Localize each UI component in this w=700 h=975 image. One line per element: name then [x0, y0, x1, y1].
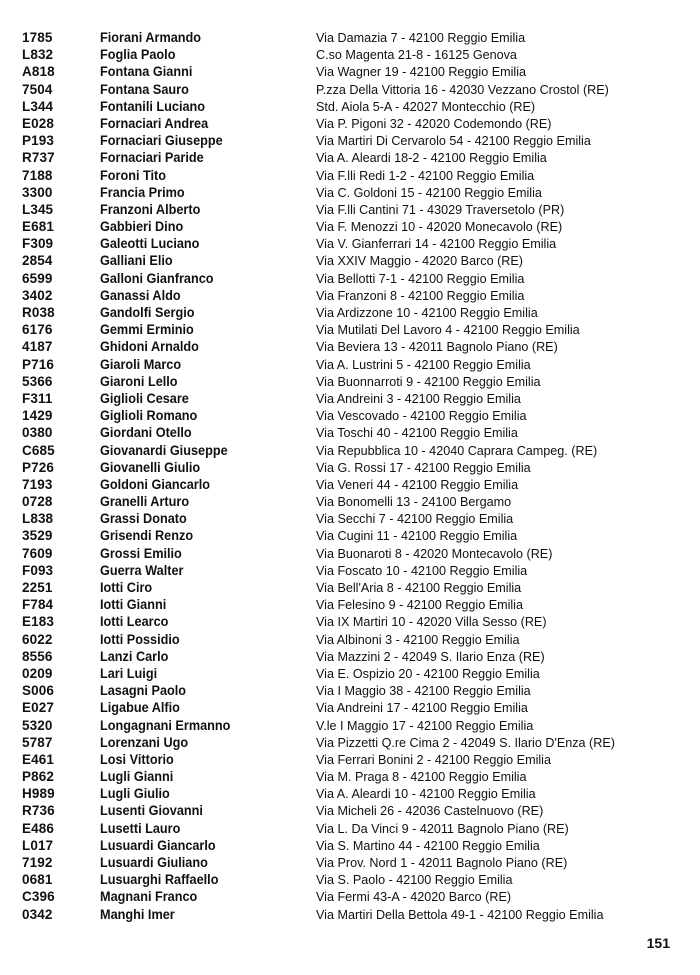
member-name: Gemmi Erminio — [100, 322, 194, 338]
member-code: 0380 — [22, 425, 53, 441]
member-code: R038 — [22, 305, 55, 320]
member-address: Via Vescovado - 42100 Reggio Emilia — [316, 409, 527, 424]
member-name: Lusuardi Giancarlo — [100, 837, 216, 853]
member-directory — [22, 29, 682, 923]
directory-row — [22, 510, 682, 527]
member-code: 3300 — [22, 184, 53, 200]
member-address: Via Ardizzone 10 - 42100 Reggio Emilia — [316, 306, 538, 320]
member-code: P193 — [22, 133, 54, 149]
member-name: Fornaciari Andrea — [100, 115, 209, 131]
directory-row — [22, 167, 682, 184]
directory-row — [22, 665, 682, 682]
member-address: Via Micheli 26 - 42036 Castelnuovo (RE) — [316, 804, 544, 819]
member-code: 7188 — [22, 167, 53, 183]
member-address: Via A. Aleardi 18-2 - 42100 Reggio Emilia — [316, 151, 547, 166]
member-address: Via F. Menozzi 10 - 42020 Monecavolo (RE) — [316, 220, 563, 235]
member-address: Via S. Martino 44 - 42100 Reggio Emilia — [316, 838, 540, 853]
directory-row — [22, 321, 682, 338]
member-code: 6599 — [22, 270, 53, 286]
directory-row — [22, 751, 682, 768]
member-code: 0342 — [22, 906, 53, 922]
directory-row — [22, 81, 682, 98]
member-address: C.so Magenta 21-8 - 16125 Genova — [316, 48, 517, 63]
member-name: Lorenzani Ugo — [100, 734, 189, 750]
member-code: F093 — [22, 562, 54, 578]
member-name: Lusuarghi Raffaello — [100, 872, 219, 888]
member-address: Via Martiri Di Cervarolo 54 - 42100 Reggio Emilia — [316, 134, 591, 149]
directory-row — [22, 906, 682, 923]
member-name: Fornaciari Giuseppe — [100, 133, 223, 149]
member-code: 7193 — [22, 476, 53, 492]
member-name: Foglia Paolo — [100, 47, 176, 63]
member-address: Via F.lli Cantini 71 - 43029 Traversetolo (PR) — [316, 202, 565, 217]
member-address: Via Martiri Della Bettola 49-1 - 42100 Reggio Emilia — [316, 907, 604, 922]
member-address: Via G. Rossi 17 - 42100 Reggio Emilia — [316, 460, 531, 475]
member-code: E028 — [22, 115, 54, 131]
member-address: Via Buonaroti 8 - 42020 Montecavolo (RE) — [316, 546, 553, 561]
directory-row — [22, 527, 682, 544]
member-name: Iotti Possidio — [100, 631, 180, 647]
directory-row — [22, 98, 682, 115]
member-address: Via P. Pigoni 32 - 42020 Codemondo (RE) — [316, 116, 552, 131]
member-address: Via Mazzini 2 - 42049 S. Ilario Enza (RE) — [316, 649, 545, 664]
member-code: 2251 — [22, 580, 53, 595]
member-name: Giaroni Lello — [100, 373, 178, 389]
directory-row — [22, 820, 682, 837]
directory-row — [22, 459, 682, 476]
member-code: L344 — [22, 98, 54, 114]
member-address: Std. Aiola 5-A - 42027 Montecchio (RE) — [316, 99, 536, 114]
directory-row — [22, 717, 682, 734]
member-code: 4187 — [22, 339, 53, 355]
member-name: Iotti Ciro — [100, 580, 153, 595]
directory-row — [22, 648, 682, 665]
member-address: Via Beviera 13 - 42011 Bagnolo Piano (RE) — [316, 340, 558, 355]
member-code: 0728 — [22, 494, 53, 510]
member-name: Manghi Imer — [100, 906, 175, 922]
page-number: 151 — [646, 935, 670, 951]
directory-row — [22, 287, 682, 304]
directory-row — [22, 579, 682, 596]
member-name: Franzoni Alberto — [100, 201, 201, 217]
member-code: C396 — [22, 889, 55, 905]
member-code: L832 — [22, 47, 54, 63]
member-address: Via A. Aleardi 10 - 42100 Reggio Emilia — [316, 787, 536, 802]
directory-row — [22, 476, 682, 493]
member-address: Via Pizzetti Q.re Cima 2 - 42049 S. Ilario D'Enza (RE) — [316, 735, 615, 750]
member-code: 0209 — [22, 665, 53, 681]
member-code: 7192 — [22, 855, 53, 870]
member-name: Giovanelli Giulio — [100, 459, 201, 475]
member-name: Lasagni Paolo — [100, 683, 187, 699]
directory-row — [22, 201, 682, 218]
member-address: Via Damazia 7 - 42100 Reggio Emilia — [316, 31, 526, 45]
member-name: Galeotti Luciano — [100, 236, 200, 252]
member-address: Via S. Paolo - 42100 Reggio Emilia — [316, 873, 513, 888]
directory-row — [22, 545, 682, 562]
member-code: E681 — [22, 219, 54, 235]
member-address: Via Veneri 44 - 42100 Reggio Emilia — [316, 477, 519, 492]
member-code: F784 — [22, 597, 54, 613]
member-address: P.zza Della Vittoria 16 - 42030 Vezzano Crostol (RE) — [316, 82, 609, 97]
member-code: 3402 — [22, 287, 53, 303]
member-name: Lusetti Lauro — [100, 820, 181, 836]
directory-row — [22, 235, 682, 252]
directory-row — [22, 218, 682, 235]
member-address: Via Andreini 17 - 42100 Reggio Emilia — [316, 701, 528, 716]
member-name: Francia Primo — [100, 184, 185, 200]
member-address: Via Cugini 11 - 42100 Reggio Emilia — [316, 529, 518, 544]
member-code: 1785 — [22, 30, 53, 45]
member-address: Via V. Gianferrari 14 - 42100 Reggio Emilia — [316, 237, 557, 252]
member-address: Via Felesino 9 - 42100 Reggio Emilia — [316, 598, 523, 613]
member-address: Via Bellotti 7-1 - 42100 Reggio Emilia — [316, 271, 525, 286]
directory-row — [22, 252, 682, 269]
directory-row — [22, 149, 682, 166]
member-code: 8556 — [22, 648, 53, 664]
member-name: Ganassi Aldo — [100, 287, 181, 303]
directory-row — [22, 442, 682, 459]
member-name: Grassi Donato — [100, 511, 187, 527]
member-name: Giglioli Cesare — [100, 390, 189, 406]
directory-row — [22, 132, 682, 149]
member-address: Via A. Lustrini 5 - 42100 Reggio Emilia — [316, 357, 531, 372]
directory-row — [22, 854, 682, 871]
member-name: Ghidoni Arnaldo — [100, 339, 199, 355]
directory-row — [22, 390, 682, 407]
member-address: Via Andreini 3 - 42100 Reggio Emilia — [316, 391, 521, 406]
member-address: Via Repubblica 10 - 42040 Caprara Campeg. (RE) — [316, 443, 598, 458]
member-address: Via I Maggio 38 - 42100 Reggio Emilia — [316, 684, 531, 699]
directory-row — [22, 424, 682, 441]
member-code: 6022 — [22, 631, 53, 647]
member-address: Via Wagner 19 - 42100 Reggio Emilia — [316, 65, 527, 80]
member-name: Galliani Elio — [100, 253, 173, 269]
member-code: 5366 — [22, 373, 53, 389]
directory-row — [22, 304, 682, 321]
member-code: E486 — [22, 820, 54, 836]
member-address: Via Franzoni 8 - 42100 Reggio Emilia — [316, 288, 525, 303]
member-name: Lusuardi Giuliano — [100, 855, 208, 870]
member-code: P726 — [22, 459, 54, 475]
member-address: Via C. Goldoni 15 - 42100 Reggio Emilia — [316, 185, 542, 200]
directory-row — [22, 338, 682, 355]
member-code: L017 — [22, 837, 54, 853]
directory-row — [22, 613, 682, 630]
member-code: 7609 — [22, 545, 53, 561]
member-name: Lugli Giulio — [100, 786, 170, 802]
directory-row — [22, 115, 682, 132]
directory-row — [22, 184, 682, 201]
member-name: Gabbieri Dino — [100, 219, 184, 235]
member-code: 1429 — [22, 408, 53, 424]
directory-row — [22, 682, 682, 699]
member-code: A818 — [22, 64, 55, 80]
member-code: F311 — [22, 390, 53, 406]
directory-row — [22, 768, 682, 785]
member-name: Guerra Walter — [100, 562, 184, 578]
member-code: E461 — [22, 751, 54, 767]
member-code: 3529 — [22, 528, 53, 544]
member-name: Iotti Learco — [100, 614, 169, 630]
member-address: Via Bonomelli 13 - 24100 Bergamo — [316, 495, 512, 510]
member-code: R737 — [22, 150, 55, 166]
member-code: L345 — [22, 201, 54, 217]
member-name: Goldoni Giancarlo — [100, 476, 210, 492]
member-address: Via F.lli Redi 1-2 - 42100 Reggio Emilia — [316, 168, 535, 183]
member-name: Giglioli Romano — [100, 408, 198, 424]
member-code: E183 — [22, 614, 54, 630]
member-name: Fiorani Armando — [100, 30, 202, 45]
member-name: Gandolfi Sergio — [100, 305, 195, 320]
member-name: Grisendi Renzo — [100, 528, 194, 544]
member-name: Foroni Tito — [100, 167, 167, 183]
directory-row — [22, 837, 682, 854]
directory-row — [22, 407, 682, 424]
member-code: 5787 — [22, 734, 53, 750]
member-name: Fontana Sauro — [100, 81, 189, 97]
member-code: 2854 — [22, 253, 53, 269]
directory-row — [22, 802, 682, 819]
directory-row — [22, 562, 682, 579]
directory-row — [22, 785, 682, 802]
member-name: Iotti Gianni — [100, 597, 167, 613]
member-code: R736 — [22, 803, 55, 819]
member-name: Fontanili Luciano — [100, 98, 206, 114]
member-address: Via Mutilati Del Lavoro 4 - 42100 Reggio Emilia — [316, 323, 580, 338]
member-code: S006 — [22, 683, 54, 699]
member-name: Ligabue Alfio — [100, 700, 180, 716]
directory-row — [22, 356, 682, 373]
member-address: Via Toschi 40 - 42100 Reggio Emilia — [316, 426, 518, 441]
member-code: P716 — [22, 356, 54, 372]
member-name: Granelli Arturo — [100, 494, 190, 510]
member-code: 0681 — [22, 872, 53, 888]
member-name: Lusenti Giovanni — [100, 803, 203, 819]
member-code: 5320 — [22, 717, 53, 733]
member-address: Via Prov. Nord 1 - 42011 Bagnolo Piano (RE) — [316, 856, 568, 870]
member-code: H989 — [22, 786, 55, 802]
member-address: Via Secchi 7 - 42100 Reggio Emilia — [316, 512, 514, 527]
member-address: Via Ferrari Bonini 2 - 42100 Reggio Emilia — [316, 752, 551, 767]
member-address: Via Albinoni 3 - 42100 Reggio Emilia — [316, 632, 520, 647]
member-name: Grossi Emilio — [100, 545, 182, 561]
directory-row — [22, 29, 682, 46]
member-name: Giaroli Marco — [100, 356, 182, 372]
member-address: Via E. Ospizio 20 - 42100 Reggio Emilia — [316, 666, 540, 681]
member-name: Galloni Gianfranco — [100, 270, 214, 286]
member-code: L838 — [22, 511, 54, 527]
member-address: V.le I Maggio 17 - 42100 Reggio Emilia — [316, 718, 534, 733]
directory-row — [22, 270, 682, 287]
directory-row — [22, 596, 682, 613]
member-name: Lugli Gianni — [100, 769, 174, 785]
member-name: Giovanardi Giuseppe — [100, 442, 228, 458]
directory-row — [22, 631, 682, 648]
member-address: Via Bell'Aria 8 - 42100 Reggio Emilia — [316, 581, 522, 595]
member-code: 7504 — [22, 81, 53, 97]
member-name: Fornaciari Paride — [100, 150, 204, 166]
directory-row — [22, 734, 682, 751]
member-address: Via Fermi 43-A - 42020 Barco (RE) — [316, 890, 512, 905]
directory-row — [22, 888, 682, 905]
member-name: Losi Vittorio — [100, 751, 174, 767]
member-code: P862 — [22, 769, 54, 785]
member-address: Via Foscato 10 - 42100 Reggio Emilia — [316, 563, 528, 578]
member-address: Via IX Martiri 10 - 42020 Villa Sesso (RE) — [316, 615, 547, 630]
directory-row — [22, 63, 682, 80]
directory-row — [22, 699, 682, 716]
directory-row — [22, 46, 682, 63]
member-name: Lari Luigi — [100, 665, 158, 681]
member-code: 6176 — [22, 322, 53, 338]
directory-row — [22, 373, 682, 390]
member-address: Via XXIV Maggio - 42020 Barco (RE) — [316, 254, 523, 269]
member-name: Giordani Otello — [100, 425, 192, 441]
member-name: Longagnani Ermanno — [100, 717, 231, 733]
directory-row — [22, 493, 682, 510]
member-code: C685 — [22, 442, 55, 458]
member-code: E027 — [22, 700, 54, 716]
member-code: F309 — [22, 236, 54, 252]
directory-row — [22, 871, 682, 888]
member-address: Via Buonnarroti 9 - 42100 Reggio Emilia — [316, 374, 541, 389]
member-name: Fontana Gianni — [100, 64, 193, 80]
member-name: Lanzi Carlo — [100, 648, 169, 664]
member-address: Via L. Da Vinci 9 - 42011 Bagnolo Piano (RE) — [316, 821, 569, 836]
member-name: Magnani Franco — [100, 889, 198, 905]
member-address: Via M. Praga 8 - 42100 Reggio Emilia — [316, 770, 527, 785]
